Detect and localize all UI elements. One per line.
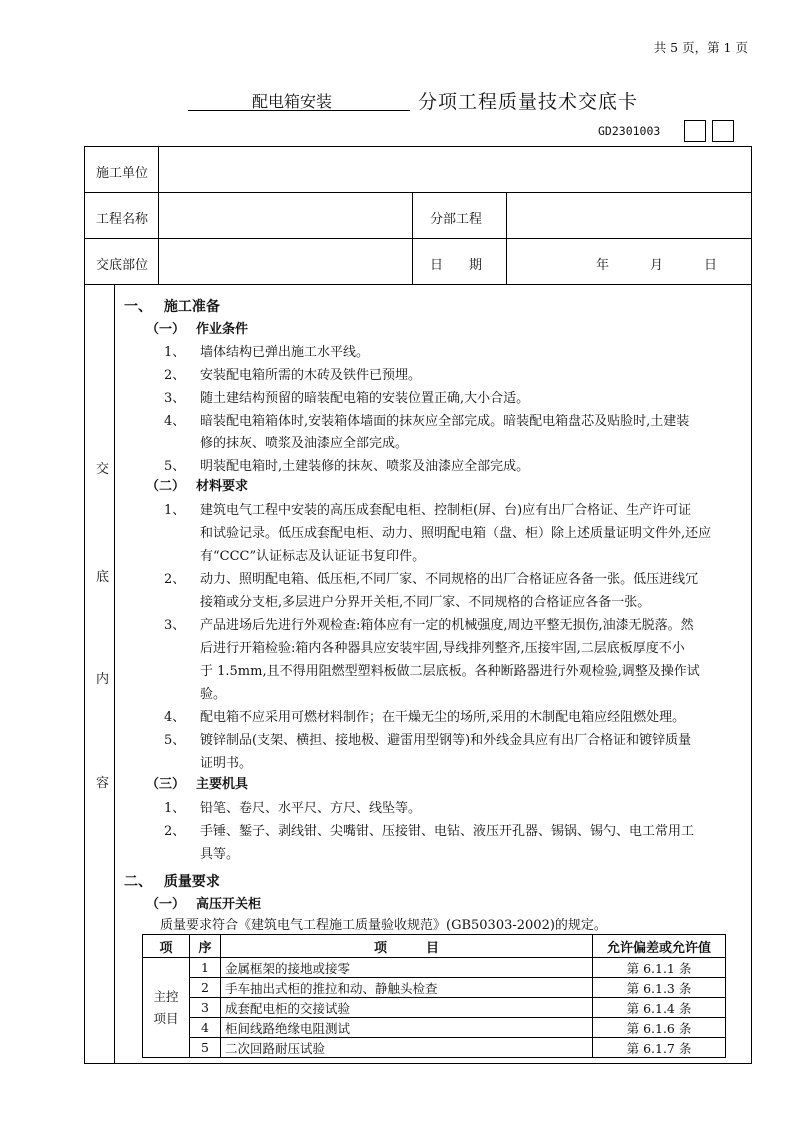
row-value: 第 6.1.3 条 xyxy=(593,978,726,998)
col-header: 允许偏差或允许值 xyxy=(593,935,726,958)
item-text: 镀锌制品(支架、横担、接地极、避雷用型钢等)和外线金具应有出厂合格证和镀锌质量 xyxy=(200,733,692,748)
project-name-field[interactable] xyxy=(160,194,410,236)
item-text: 建筑电气工程中安装的高压成套配电柜、控制柜(屏、台)应有出厂合格证、生产许可证 xyxy=(200,503,692,518)
col-header: 项 目 xyxy=(221,935,593,958)
item-number: 4、 xyxy=(164,710,186,725)
label-construction-unit: 施工单位 xyxy=(96,166,149,181)
label-project-name: 工程名称 xyxy=(96,212,149,227)
item-number: 2、 xyxy=(164,368,186,383)
subsection-heading: （二） 材料要求 xyxy=(146,479,249,494)
row-value: 第 6.1.4 条 xyxy=(593,998,726,1018)
item-number: 1、 xyxy=(164,503,186,518)
location-field[interactable] xyxy=(160,240,410,282)
side-label-char: 交 xyxy=(96,462,110,477)
date-day[interactable]: 日 xyxy=(704,258,718,273)
item-text: 随土建结构预留的暗装配电箱的安装位置正确,大小合适。 xyxy=(200,391,530,406)
row-item: 柜间线路绝缘电阻测试 xyxy=(221,1018,593,1038)
item-number: 2、 xyxy=(164,824,186,839)
sub-project-field[interactable] xyxy=(508,194,750,236)
col-divider xyxy=(412,192,413,284)
quality-intro: 质量要求符合《建筑电气工程施工质量验收规范》(GB50303-2002)的规定。 xyxy=(160,918,607,933)
item-text: 验。 xyxy=(200,687,227,702)
item-text: 证明书。 xyxy=(200,756,253,771)
subsection-heading: （一） 高压开关柜 xyxy=(146,897,262,912)
row-number: 1 xyxy=(190,958,221,978)
item-text: 动力、照明配电箱、低压柜,不同厂家、不同规格的出厂合格证应各备一张。低压进线冗 xyxy=(200,572,699,587)
row-value: 第 6.1.7 条 xyxy=(593,1038,726,1058)
group-label: 主控项目 xyxy=(143,958,190,1058)
row-number: 3 xyxy=(190,998,221,1018)
col-header: 序 xyxy=(190,935,221,958)
side-label-char: 内 xyxy=(96,672,110,687)
col-header: 项 xyxy=(143,935,190,958)
item-text: 和试验记录。低压成套配电柜、动力、照明配电箱（盘、柜）除上述质量证明文件外,还应 xyxy=(200,526,712,541)
table-row xyxy=(143,958,726,978)
label-sub-project: 分部工程 xyxy=(430,212,483,227)
item-number: 2、 xyxy=(164,572,186,587)
side-label-char: 底 xyxy=(96,570,110,585)
side-col-divider xyxy=(114,284,115,1064)
section-heading: 一、 施工准备 xyxy=(124,299,220,315)
item-text: 暗装配电箱箱体时,安装箱体墙面的抹灰应全部完成。暗装配电箱盘芯及贴脸时,土建装 xyxy=(200,414,690,429)
document-title: 分项工程质量技术交底卡 xyxy=(418,91,639,113)
subject-title: 配电箱安装 xyxy=(252,92,333,111)
item-number: 5、 xyxy=(164,459,186,474)
row-item: 手车抽出式柜的推拉和动、静触头检查 xyxy=(221,978,593,998)
item-text: 墙体结构已弹出施工水平线。 xyxy=(200,345,370,360)
item-number: 5、 xyxy=(164,733,186,748)
document-code: GD2301003 xyxy=(598,124,661,138)
col-divider xyxy=(158,146,159,284)
item-text: 安装配电箱所需的木砖及铁件已预埋。 xyxy=(200,368,422,383)
label-date: 日 期 xyxy=(430,258,483,273)
row-item: 二次回路耐压试验 xyxy=(221,1038,593,1058)
item-text: 铅笔、卷尺、水平尺、方尺、线坠等。 xyxy=(200,801,422,816)
date-month[interactable]: 月 xyxy=(650,258,664,273)
item-text: 于 1.5mm,且不得用阻燃型塑料板做二层底板。各种断路器进行外观检验,调整及操作试 xyxy=(200,664,700,679)
table-header-row xyxy=(143,935,726,958)
page-indicator: 共 5 页，第 1 页 xyxy=(653,40,748,55)
col-divider xyxy=(506,192,507,284)
section-heading: 二、 质量要求 xyxy=(124,874,220,890)
row-item: 成套配电柜的交接试验 xyxy=(221,998,593,1018)
quality-table xyxy=(142,934,726,1058)
item-text: 具等。 xyxy=(200,847,240,862)
item-text: 配电箱不应采用可燃材料制作；在干燥无尘的场所,采用的木制配电箱应经阻燃处理。 xyxy=(200,710,686,725)
item-text: 接箱或分支柜,多层进户分界开关柜,不同厂家、不同规格的合格证应各备一张。 xyxy=(200,595,651,610)
item-number: 3、 xyxy=(164,391,186,406)
table-row xyxy=(143,1038,726,1058)
label-location: 交底部位 xyxy=(96,258,149,273)
row-value: 第 6.1.1 条 xyxy=(593,958,726,978)
side-label-char: 容 xyxy=(96,776,110,791)
item-number: 1、 xyxy=(164,345,186,360)
row-divider xyxy=(84,192,752,193)
item-number: 4、 xyxy=(164,414,186,429)
item-text: 后进行开箱检验:箱内各种器具应安装牢固,导线排列整齐,压接牢固,二层底板厚度不小 xyxy=(200,641,685,656)
checkbox-2[interactable] xyxy=(712,120,734,142)
checkbox-1[interactable] xyxy=(684,120,706,142)
row-number: 4 xyxy=(190,1018,221,1038)
item-number: 3、 xyxy=(164,618,186,633)
item-text: 修的抹灰、喷浆及油漆应全部完成。 xyxy=(200,436,409,451)
row-number: 5 xyxy=(190,1038,221,1058)
table-row xyxy=(143,978,726,998)
row-divider xyxy=(84,284,752,285)
subsection-heading: （一） 作业条件 xyxy=(146,322,249,337)
item-text: 有“CCC”认证标志及认证证书复印件。 xyxy=(200,549,426,564)
construction-unit-field[interactable] xyxy=(160,148,750,190)
item-number: 1、 xyxy=(164,801,186,816)
row-item: 金属框架的接地或接零 xyxy=(221,958,593,978)
item-text: 产品进场后先进行外观检查:箱体应有一定的机械强度,周边平整无损伤,油漆无脱落。然 xyxy=(200,618,694,633)
table-row xyxy=(143,1018,726,1038)
row-number: 2 xyxy=(190,978,221,998)
row-divider xyxy=(84,238,752,239)
table-row xyxy=(143,998,726,1018)
date-year[interactable]: 年 xyxy=(596,258,610,273)
item-text: 手锤、錾子、剥线钳、尖嘴钳、压接钳、电钻、液压开孔器、锡锅、锡勺、电工常用工 xyxy=(200,824,695,839)
item-text: 明装配电箱时,土建装修的抹灰、喷浆及油漆应全部完成。 xyxy=(200,459,530,474)
subsection-heading: （三） 主要机具 xyxy=(146,777,249,792)
row-value: 第 6.1.6 条 xyxy=(593,1018,726,1038)
